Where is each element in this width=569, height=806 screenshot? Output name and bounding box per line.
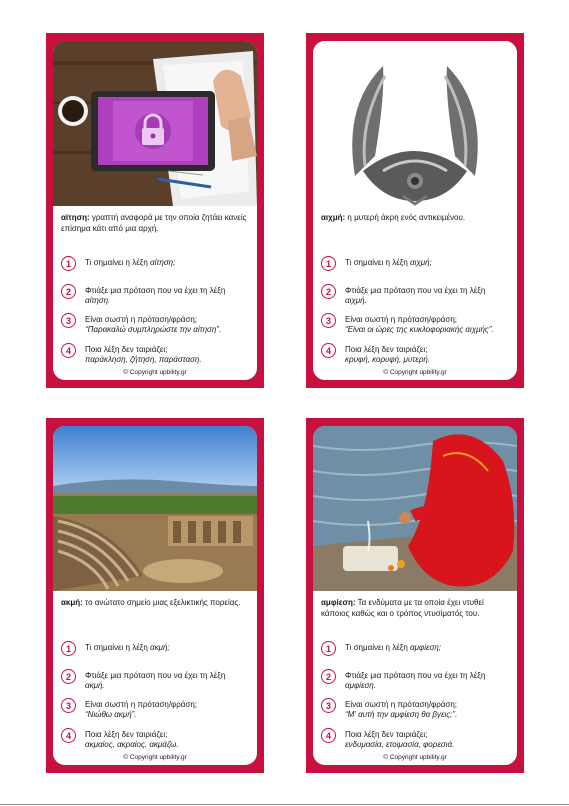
question-number: 3	[321, 698, 336, 713]
question-text: Ποια λέξη δεν ταιριάζει; ενδυμασία, ετοιμασία, φορεσιά.	[345, 730, 455, 749]
question-number: 1	[61, 641, 76, 656]
card-body	[313, 41, 517, 380]
definition	[321, 598, 513, 619]
question-text: Ποια λέξη δεν ταιριάζει; παράκληση, ζήτηση, παράσταση.	[85, 345, 202, 364]
question-text: Φτιάξε μια πρόταση που να έχει τη λέξη ακμή.	[85, 671, 226, 690]
question-text: Φτιάξε μια πρόταση που να έχει τη λέξη αίτηση.	[85, 286, 226, 305]
question-text: Ποια λέξη δεν ταιριάζει; κρυφή, κορυφή, μυτερή.	[345, 345, 431, 364]
copyright: © Copyright upbility.gr	[383, 754, 447, 761]
question-text: Ποια λέξη δεν ταιριάζει; ακμαίος, ακραίος, ακμάζω.	[85, 730, 179, 749]
question-text: Τι σημαίνει η λέξη αμφίεση;	[345, 643, 441, 652]
question-number: 3	[321, 313, 336, 328]
question-text: Τι σημαίνει η λέξη ακμή;	[85, 643, 170, 652]
question-text: Τι σημαίνει η λέξη αιχμή;	[345, 258, 432, 267]
page-bottom-divider	[0, 804, 569, 805]
vocab-card-akmi	[46, 418, 264, 773]
card-body	[53, 426, 257, 765]
question-text: Είναι σωστή η πρόταση/φράση; “Είναι οι ώρες της κυκλοφοριακής αιχμής”.	[345, 315, 494, 334]
copyright: © Copyright upbility.gr	[123, 754, 187, 761]
card-body	[313, 426, 517, 765]
card-body	[53, 41, 257, 380]
question-text: Φτιάξε μια πρόταση που να έχει τη λέξη αμφίεση.	[345, 671, 486, 690]
question-number: 2	[61, 284, 76, 299]
question-number: 4	[321, 343, 336, 358]
question-text: Τι σημαίνει η λέξη αίτηση;	[85, 258, 176, 267]
question-text: Είναι σωστή η πρόταση/φράση; “Μ' αυτή την αμφίεση θα βγεις;”.	[345, 700, 458, 719]
question-number: 1	[321, 641, 336, 656]
term: ακμή:	[61, 598, 83, 607]
term: αμφίεση:	[321, 598, 356, 607]
card-photo-woman-sari	[313, 426, 517, 591]
term: αιχμή:	[321, 213, 346, 222]
question-number: 1	[321, 256, 336, 271]
vocab-card-aixmi	[306, 33, 524, 388]
question-number: 4	[61, 728, 76, 743]
card-photo-metal-spikes	[313, 41, 517, 206]
question-text: Φτιάξε μια πρόταση που να έχει τη λέξη αιχμή.	[345, 286, 486, 305]
question-text: Είναι σωστή η πρόταση/φράση; “Παρακαλώ συμπληρώστε την αίτηση”.	[85, 315, 222, 334]
question-number: 3	[61, 313, 76, 328]
copyright: © Copyright upbility.gr	[123, 369, 187, 376]
question-number: 4	[321, 728, 336, 743]
question-number: 2	[61, 669, 76, 684]
definition	[61, 598, 253, 609]
definition-text: Τα ενδύματα με τα οποία έχει ντυθεί κάποιος καθώς και ο τρόπος ντυσίματός του.	[321, 598, 484, 618]
term: αίτηση:	[61, 213, 90, 222]
question-number: 4	[61, 343, 76, 358]
question-number: 2	[321, 284, 336, 299]
definition-text: το ανώτατο σημείο μιας εξελικτικής πορείας.	[82, 598, 241, 607]
question-text: Είναι σωστή η πρόταση/φράση; “Νιώθω ακμή”.	[85, 700, 198, 719]
question-number: 3	[61, 698, 76, 713]
vocab-card-aitisi	[46, 33, 264, 388]
vocab-card-amfiesi	[306, 418, 524, 773]
definition-text: η μυτερή άκρη ενός αντικειμένου.	[345, 213, 466, 222]
definition	[321, 213, 513, 224]
card-photo-tablet-lock	[53, 41, 257, 206]
definition	[61, 213, 253, 234]
question-number: 2	[321, 669, 336, 684]
card-photo-ancient-theatre	[53, 426, 257, 591]
question-number: 1	[61, 256, 76, 271]
definition-text: γραπτή αναφορά με την οποία ζητάει κανείς επίσημα κάτι από μια αρχή.	[61, 213, 247, 233]
copyright: © Copyright upbility.gr	[383, 369, 447, 376]
